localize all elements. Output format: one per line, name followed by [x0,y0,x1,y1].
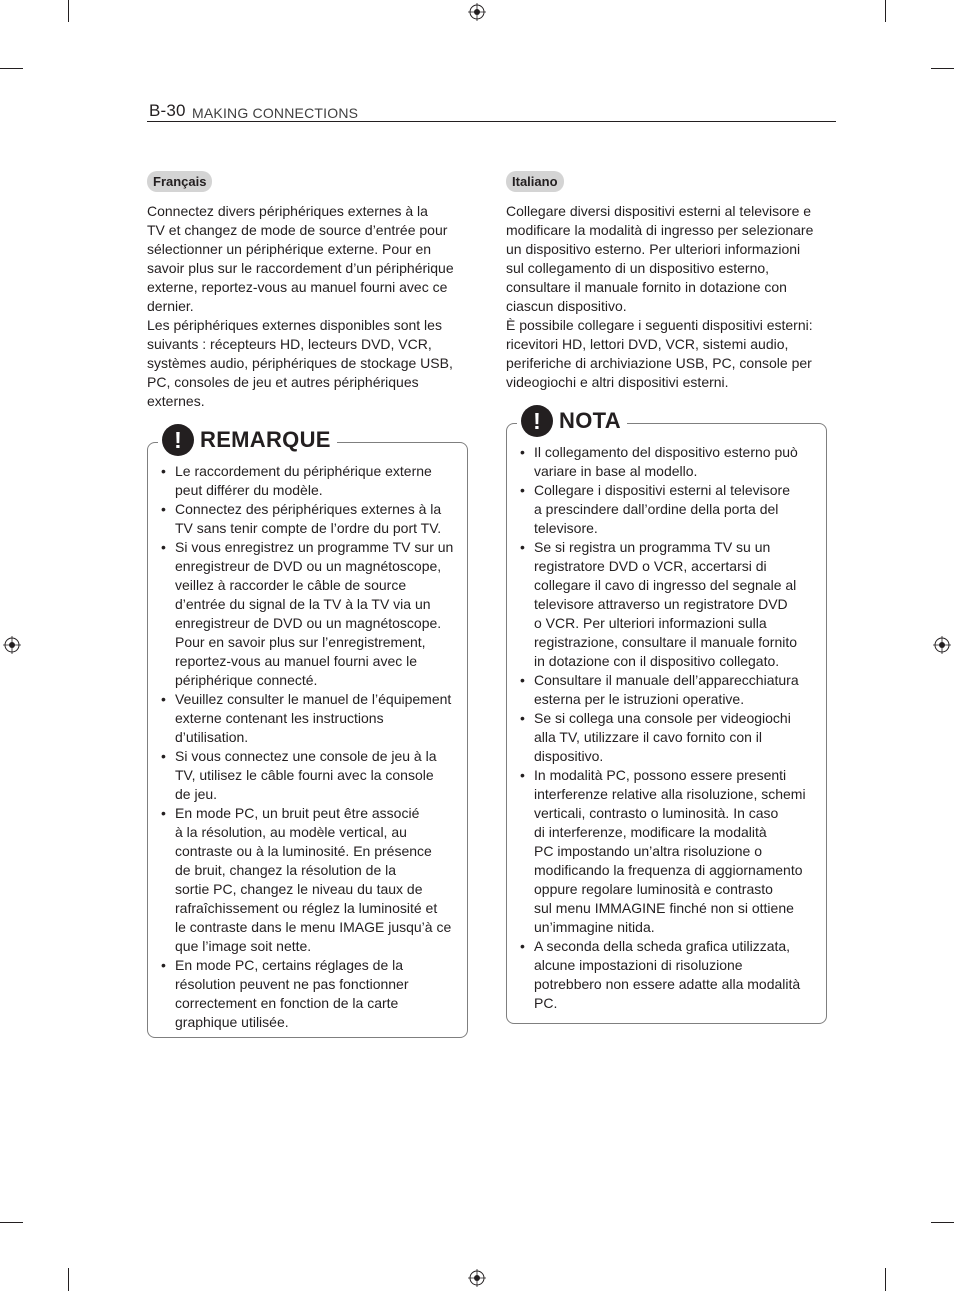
note-item-line: d’utilisation. [175,729,249,745]
note-item [520,443,820,481]
note-item-line: alla TV, utilizzare il cavo fornito con il [534,729,762,745]
bullet-icon: • [520,938,525,954]
note-item-line: esterna per le istruzioni operative. [534,691,745,707]
intro-line: videogiochi e altri dispositivi esterni. [506,374,729,390]
note-item-line: In modalità PC, possono essere presenti [534,767,787,783]
intro-line: Les périphériques externes disponibles sont les [147,317,442,333]
note-item-line: PC. [534,995,558,1011]
language-label-french: Français [147,171,212,192]
crop-mark [931,1222,954,1223]
remarque-box [147,426,468,1038]
note-item [161,956,461,1032]
note-item-line: Si vous enregistrez un programme TV sur un [175,539,454,555]
note-item-line: a prescindere dall’ordine della porta del [534,501,779,517]
note-item-line: résolution peuvent ne pas fonctionner [175,976,409,992]
intro-line: savoir plus sur le raccordement d’un périphérique [147,260,454,276]
nota-title [517,404,627,438]
intro-line: un dispositivo esterno. Per ulteriori informazioni [506,241,801,257]
crop-mark [68,0,69,22]
intro-line: periferiche di archiviazione USB, PC, console per [506,355,812,371]
note-item-line: le contraste dans le menu IMAGE jusqu’à ce [175,919,452,935]
note-item-line: verticali, contrasto o luminosità. In caso [534,805,779,821]
note-item-line: collegare il cavo di ingresso del segnale al [534,577,797,593]
intro-line: externe, reportez-vous au manuel fourni avec ce [147,279,448,295]
note-item [161,804,461,956]
note-item-line: modificando la frequenza di aggiornamento [534,862,803,878]
bullet-icon: • [520,444,525,460]
note-item-line: A seconda della scheda grafica utilizzata, [534,938,791,954]
intro-line: consultare il manuale fornito in dotazione con [506,279,787,295]
remarque-list [161,462,461,1032]
note-item [161,538,461,690]
note-item-line: périphérique connecté. [175,672,318,688]
note-item [520,538,820,671]
crop-mark [68,1268,69,1291]
intro-line: systèmes audio, périphériques de stockage USB, [147,355,453,371]
note-item [520,671,820,709]
note-item-line: à la résolution, au modèle vertical, au [175,824,407,840]
note-item-line: correctement en fonction de la carte [175,995,399,1011]
note-item-line: En mode PC, certains réglages de la [175,957,404,973]
bullet-icon: • [161,463,166,479]
note-item-line: enregistreur de DVD ou un magnétoscope, [175,558,442,574]
note-item-line: variare in base al modello. [534,463,698,479]
note-item [520,937,820,1013]
note-item-line: de jeu. [175,786,218,802]
intro-line: externes. [147,393,205,409]
crop-mark [0,1222,23,1223]
language-label-italian: Italiano [506,171,564,192]
note-item-line: sortie PC, changez le niveau du taux de [175,881,423,897]
registration-mark-icon [468,1269,486,1287]
intro-line: sul collegamento di un dispositivo esterno, [506,260,770,276]
nota-box [506,407,827,1024]
note-item-line: televisore attraverso un registratore DVD [534,596,788,612]
bullet-icon: • [161,957,166,973]
note-item-line: Veuillez consulter le manuel de l’équipement [175,691,452,707]
bullet-icon: • [520,539,525,555]
intro-line: PC, consoles de jeu et autres périphériques [147,374,419,390]
crop-mark [885,1268,886,1291]
note-item-line: Se si registra un programma TV su un [534,539,771,555]
note-item-line: Le raccordement du périphérique externe [175,463,432,479]
note-item-line: Pour en savoir plus sur l’enregistrement, [175,634,426,650]
french-intro [147,202,465,411]
bullet-icon: • [161,691,166,707]
intro-line: dernier. [147,298,194,314]
bullet-icon: • [520,710,525,726]
registration-mark-icon [933,636,951,654]
bullet-icon: • [161,805,166,821]
intro-line: ricevitori HD, lettori DVD, VCR, sistemi audio, [506,336,789,352]
page-number: B-30 [149,101,186,120]
note-item-line: in dotazione con il dispositivo collegato. [534,653,780,669]
exclamation-icon: ! [162,424,194,456]
note-item [161,462,461,500]
note-item-line: Si vous connectez une console de jeu à la [175,748,437,764]
section-title: MAKING CONNECTIONS [192,105,359,121]
note-item-line: enregistreur de DVD ou un magnétoscope. [175,615,442,631]
registration-mark-icon [468,3,486,21]
note-item-line: veillez à raccorder le câble de source [175,577,407,593]
crop-mark [931,68,954,69]
note-item-line: reportez-vous au manuel fourni avec le [175,653,418,669]
note-item-line: rafraîchissement ou réglez la luminosité et [175,900,438,916]
remarque-title [158,423,337,457]
note-item-line: PC impostando un’altra risoluzione o [534,843,763,859]
note-heading: NOTA [559,408,621,433]
bullet-icon: • [161,539,166,555]
note-item [161,500,461,538]
note-item [520,709,820,766]
note-item-line: TV sans tenir compte de l’ordre du port TV. [175,520,442,536]
crop-mark [0,68,23,69]
intro-line: Collegare diversi dispositivi esterni al televisore e [506,203,812,219]
intro-line: ciascun dispositivo. [506,298,627,314]
note-item-line: de bruit, changez la résolution de la [175,862,397,878]
note-item [520,481,820,538]
note-item-line: Connectez des périphériques externes à la [175,501,442,517]
note-item-line: peut différer du modèle. [175,482,323,498]
note-item-line: contraste ou à la luminosité. En présence [175,843,432,859]
note-item-line: graphique utilisée. [175,1014,289,1030]
nota-list [520,443,820,1013]
bullet-icon: • [520,672,525,688]
note-item-line: interferenze relative alla risoluzione, schemi [534,786,806,802]
note-item-line: Il collegamento del dispositivo esterno può [534,444,798,460]
note-item-line: externe contenant les instructions [175,710,384,726]
note-heading: REMARQUE [200,427,331,452]
note-item-line: alcune impostazioni di risoluzione [534,957,743,973]
note-item-line: d’entrée du signal de la TV à la TV via un [175,596,431,612]
bullet-icon: • [520,767,525,783]
note-item-line: Collegare i dispositivi esterni al televisore [534,482,791,498]
note-item-line: oppure regolare luminosità e contrasto [534,881,773,897]
intro-line: Connectez divers périphériques externes à la [147,203,428,219]
french-column [147,171,465,411]
crop-mark [885,0,886,22]
italian-intro [506,202,824,392]
note-item-line: registrazione, consultare il manuale fornito [534,634,798,650]
intro-line: suivants : récepteurs HD, lecteurs DVD, VCR, [147,336,432,352]
intro-line: È possibile collegare i seguenti dispositivi esterni: [506,317,813,333]
italian-column [506,171,824,392]
note-item-line: Se si collega una console per videogiochi [534,710,791,726]
note-item-line: un’immagine nitida. [534,919,655,935]
note-item-line: televisore. [534,520,598,536]
note-item-line: TV, utilisez le câble fourni avec la console [175,767,434,783]
note-item-line: potrebbero non essere adatte alla modalità [534,976,801,992]
intro-line: modificare la modalità di ingresso per selezionare [506,222,814,238]
note-item-line: que l’image soit nette. [175,938,312,954]
bullet-icon: • [161,501,166,517]
note-item-line: registratore DVD o VCR, accertarsi di [534,558,767,574]
intro-line: TV et changez de mode de source d’entrée pour [147,222,448,238]
note-item-line: Consultare il manuale dell’apparecchiatura [534,672,799,688]
note-item-line: sul menu IMMAGINE finché non si ottiene [534,900,794,916]
note-item-line: di interferenze, modificare la modalità [534,824,767,840]
page-header [147,100,836,122]
note-item-line: dispositivo. [534,748,604,764]
note-item [161,747,461,804]
bullet-icon: • [520,482,525,498]
intro-line: sélectionner un périphérique externe. Pour en [147,241,432,257]
note-item-line: o VCR. Per ulteriori informazioni sulla [534,615,767,631]
bullet-icon: • [161,748,166,764]
registration-mark-icon [3,636,21,654]
note-item [161,690,461,747]
note-item-line: En mode PC, un bruit peut être associé [175,805,420,821]
exclamation-icon: ! [521,405,553,437]
note-item [520,766,820,937]
